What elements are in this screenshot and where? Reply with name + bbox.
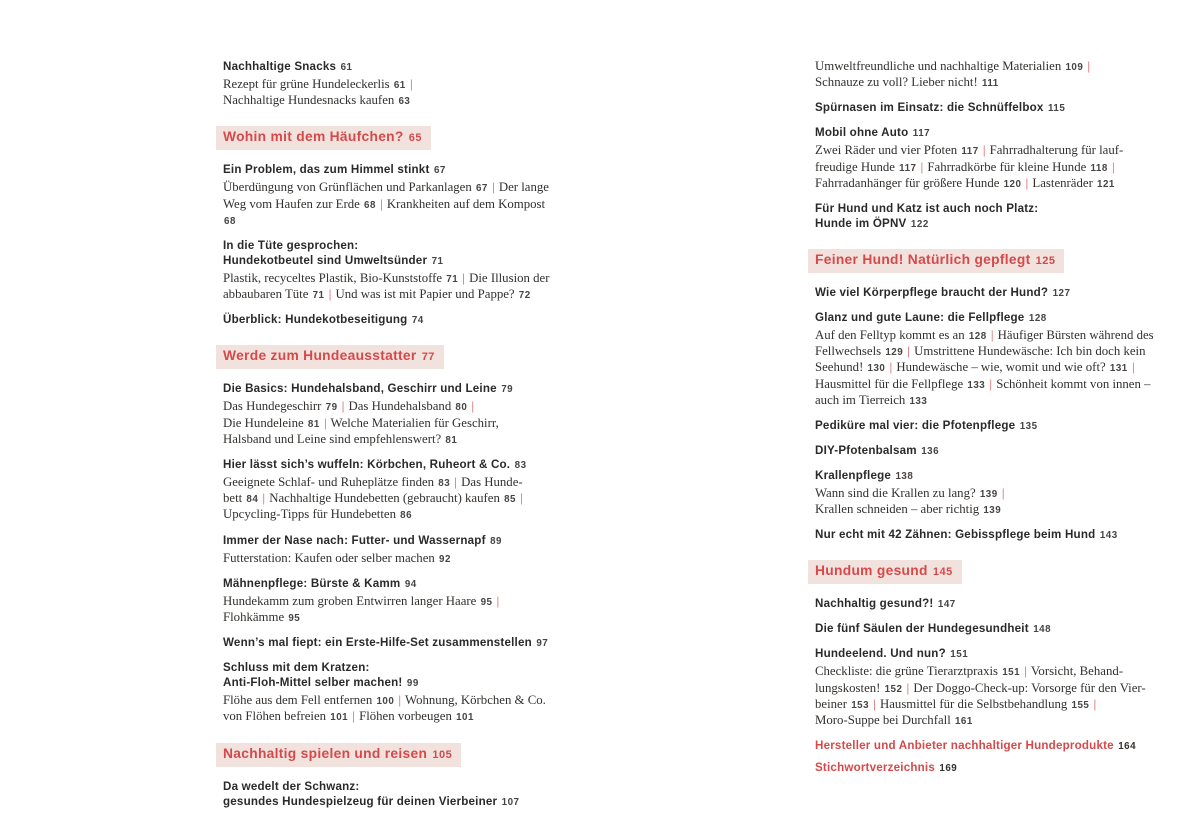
entry-text: Seehund! bbox=[815, 360, 867, 375]
entry-text: Rezept für grüne Hundeleckerlis bbox=[223, 77, 393, 91]
entry-text: Hausmittel für die Selbstbehandlung bbox=[876, 696, 1071, 711]
entry-separator: | bbox=[889, 360, 893, 375]
page-number: 77 bbox=[421, 351, 435, 364]
page-number: 148 bbox=[1033, 624, 1052, 636]
toc-chapter-entry bbox=[223, 312, 559, 328]
toc-chapter-entry bbox=[815, 527, 1159, 543]
toc-section-heading bbox=[815, 249, 1159, 273]
toc-sub-entries bbox=[815, 59, 1159, 91]
entry-text: Nachhaltig spielen und reisen bbox=[223, 745, 432, 761]
entry-text: Hunde im ÖPNV bbox=[815, 217, 910, 231]
page-number: 130 bbox=[867, 363, 886, 375]
entry-text: auch im Tierreich bbox=[815, 392, 909, 407]
toc-chapter-entry bbox=[223, 162, 559, 178]
page-number: 83 bbox=[514, 460, 527, 472]
toc-chapter-entry bbox=[815, 443, 1159, 459]
page-number: 139 bbox=[979, 489, 998, 501]
entry-text: Plastik, recyceltes Plastik, Bio-Kunststoffe bbox=[223, 271, 446, 286]
entry-separator: | bbox=[492, 180, 495, 195]
entry-separator: | bbox=[1024, 664, 1027, 679]
entry-separator: | bbox=[982, 143, 986, 158]
page-number: 164 bbox=[1118, 741, 1137, 753]
toc-sub-entries bbox=[223, 77, 559, 109]
entry-text: Hundum gesund bbox=[815, 563, 932, 579]
entry-text: Mähnenpflege: Bürste & Kamm bbox=[223, 576, 404, 590]
entry-text: Fellwechsels bbox=[815, 344, 885, 359]
entry-text: gesundes Hundespielzeug für deinen Vierbeiner bbox=[223, 794, 501, 808]
entry-text: Weg vom Haufen zur Erde bbox=[223, 196, 364, 211]
page-number: 135 bbox=[1019, 421, 1038, 433]
entry-text: Fahrradhalterung für lauf- bbox=[986, 143, 1124, 158]
toc-left-page bbox=[223, 59, 559, 819]
page-number: 122 bbox=[910, 219, 929, 231]
entry-text: Das Hundegeschirr bbox=[223, 399, 325, 414]
page-number: 115 bbox=[1047, 103, 1066, 115]
page-number: 152 bbox=[884, 683, 903, 695]
entry-text: Moro-Suppe bei Durchfall bbox=[815, 713, 954, 728]
page-number: 81 bbox=[307, 418, 320, 430]
entry-text: Nachhaltig gesund?! bbox=[815, 597, 937, 611]
toc-sub-entries bbox=[223, 399, 559, 448]
entry-text: Nachhaltige Hundebetten (gebraucht) kaufen bbox=[266, 491, 504, 506]
page-number: 138 bbox=[895, 471, 914, 483]
toc-sub-entries bbox=[815, 143, 1159, 192]
page-number: 107 bbox=[501, 796, 520, 808]
entry-text: Umweltfreundliche und nachhaltige Materialien bbox=[815, 59, 1065, 73]
entry-text: Stichwortverzeichnis bbox=[815, 761, 939, 775]
page-number: 155 bbox=[1071, 699, 1090, 711]
entry-separator: | bbox=[1087, 59, 1091, 73]
entry-text: Mobil ohne Auto bbox=[815, 126, 912, 140]
entry-text: Überblick: Hundekotbeseitigung bbox=[223, 313, 411, 327]
page-number: 133 bbox=[967, 379, 986, 391]
toc-sub-entries bbox=[223, 594, 559, 626]
toc-chapter-entry bbox=[815, 621, 1159, 637]
page-number: 79 bbox=[325, 402, 338, 414]
page-number: 129 bbox=[885, 347, 904, 359]
entry-text: beiner bbox=[815, 696, 851, 711]
toc-chapter-entry bbox=[815, 100, 1159, 116]
toc-sub-entries bbox=[815, 328, 1159, 409]
toc-sub-entries bbox=[223, 693, 559, 725]
page-number: 72 bbox=[518, 290, 531, 302]
toc-chapter-entry bbox=[223, 533, 559, 549]
toc-chapter-entry bbox=[815, 125, 1159, 141]
page-number: 101 bbox=[456, 712, 474, 724]
toc-chapter-entry bbox=[223, 457, 559, 473]
page-number: 61 bbox=[340, 62, 353, 73]
entry-separator: | bbox=[907, 344, 910, 359]
entry-text: Die Illusion der bbox=[465, 271, 550, 286]
page-number: 117 bbox=[899, 162, 917, 174]
entry-text: Halsband und Leine sind empfehlenswert? bbox=[223, 431, 445, 446]
entry-text: Fahrradanhänger für größere Hunde bbox=[815, 175, 1003, 190]
page-number: 131 bbox=[1109, 363, 1128, 375]
page-number: 133 bbox=[909, 395, 928, 407]
page-number: 71 bbox=[431, 256, 444, 268]
toc-sub-entries bbox=[223, 475, 559, 524]
toc-index-entry bbox=[815, 760, 1159, 776]
entry-text: Flöhe aus dem Fell entfernen bbox=[223, 693, 376, 708]
entry-text: DIY-Pfotenbalsam bbox=[815, 444, 921, 458]
page-number: 99 bbox=[406, 678, 419, 690]
page-number: 94 bbox=[404, 578, 417, 590]
entry-text: Welche Materialien für Geschirr, bbox=[327, 415, 499, 430]
entry-separator: | bbox=[323, 415, 327, 430]
entry-text: Hundeelend. Und nun? bbox=[815, 647, 950, 661]
entry-separator: | bbox=[471, 399, 475, 414]
entry-text: Lastenräder bbox=[1029, 175, 1097, 190]
entry-text: Hausmittel für die Fellpflege bbox=[815, 376, 967, 391]
toc-chapter-entry bbox=[815, 468, 1159, 484]
entry-separator: | bbox=[989, 376, 993, 391]
toc-index-entry bbox=[815, 738, 1159, 754]
page-number: 95 bbox=[288, 613, 301, 625]
entry-text: Upcycling-Tipps für Hundebetten bbox=[223, 507, 400, 522]
section-heading-highlight bbox=[808, 560, 962, 584]
toc-section-heading bbox=[223, 345, 559, 369]
page-number: 128 bbox=[968, 331, 987, 343]
entry-text: Ein Problem, das zum Himmel stinkt bbox=[223, 163, 433, 177]
entry-text: Krallen schneiden – aber richtig bbox=[815, 502, 983, 517]
entry-separator: | bbox=[920, 159, 924, 174]
entry-separator: | bbox=[1131, 360, 1135, 375]
entry-text: Wohnung, Körbchen & Co. bbox=[402, 693, 546, 708]
page-number: 147 bbox=[937, 599, 956, 611]
entry-text: Zwei Räder und vier Pfoten bbox=[815, 143, 961, 158]
toc-chapter-entry bbox=[815, 310, 1159, 326]
entry-text: Schnauze zu voll? Lieber nicht! bbox=[815, 75, 981, 90]
page-number: 117 bbox=[912, 128, 931, 140]
page-number: 85 bbox=[504, 494, 516, 506]
entry-text: Der Doggo-Check-up: Vorsorge für den Vier- bbox=[910, 680, 1146, 695]
entry-text: Das Hundehalsband bbox=[345, 399, 455, 414]
entry-text: Hundekotbeutel sind Umweltsünder bbox=[223, 254, 431, 268]
toc-chapter-entry bbox=[223, 576, 559, 592]
entry-text: Schluss mit dem Kratzen: bbox=[223, 661, 370, 675]
page-number: 118 bbox=[1090, 162, 1108, 174]
toc-section-heading bbox=[223, 743, 559, 767]
page-number: 83 bbox=[438, 478, 451, 490]
page-number: 68 bbox=[364, 199, 376, 211]
entry-text: Für Hund und Katz ist auch noch Platz: bbox=[815, 202, 1039, 216]
toc-section-heading bbox=[223, 126, 559, 150]
toc-section-heading bbox=[815, 560, 1159, 584]
page-number: 111 bbox=[981, 78, 999, 90]
page-number: 145 bbox=[932, 566, 953, 579]
page-number: 117 bbox=[961, 146, 979, 158]
toc-chapter-entry bbox=[815, 285, 1159, 301]
entry-text: Krallenpflege bbox=[815, 469, 895, 483]
entry-separator: | bbox=[1093, 696, 1097, 711]
page-number: 92 bbox=[439, 553, 451, 565]
entry-text: Wann sind die Krallen zu lang? bbox=[815, 486, 979, 501]
page-number: 80 bbox=[455, 402, 468, 414]
page-number: 153 bbox=[851, 699, 870, 711]
entry-text: Die fünf Säulen der Hundegesundheit bbox=[815, 622, 1033, 636]
entry-text: Flöhen vorbeugen bbox=[355, 709, 456, 724]
page-number: 121 bbox=[1097, 178, 1115, 190]
entry-text: lungskosten! bbox=[815, 680, 884, 695]
toc-sub-entries bbox=[815, 664, 1159, 729]
entry-text: Da wedelt der Schwanz: bbox=[223, 779, 360, 793]
entry-text: Überdüngung von Grünflächen und Parkanlagen bbox=[223, 180, 475, 195]
toc-right-page bbox=[815, 59, 1159, 780]
entry-text: Flohkämme bbox=[223, 610, 288, 625]
entry-text: Werde zum Hundeausstatter bbox=[223, 348, 421, 364]
page-number: 71 bbox=[446, 274, 459, 286]
page-number: 151 bbox=[1002, 667, 1021, 679]
section-heading-highlight bbox=[216, 345, 444, 369]
entry-separator: | bbox=[520, 491, 523, 506]
page-number: 95 bbox=[480, 596, 493, 608]
page-number: 139 bbox=[983, 505, 1002, 517]
entry-separator: | bbox=[906, 680, 910, 695]
entry-text: Feiner Hund! Natürlich gepflegt bbox=[815, 252, 1035, 268]
entry-text: Vorsicht, Behand- bbox=[1027, 664, 1123, 679]
page-number: 128 bbox=[1028, 313, 1047, 325]
entry-separator: | bbox=[352, 709, 355, 724]
page-number: 143 bbox=[1099, 530, 1118, 542]
entry-text: freudige Hunde bbox=[815, 159, 899, 174]
entry-text: Spürnasen im Einsatz: die Schnüffelbox bbox=[815, 101, 1047, 115]
entry-text: Schönheit kommt von innen – bbox=[993, 376, 1151, 391]
entry-text: Checkliste: die grüne Tierarztpraxis bbox=[815, 664, 1002, 679]
entry-separator: | bbox=[990, 328, 994, 343]
page-number: 67 bbox=[433, 165, 446, 177]
entry-text: In die Tüte gesprochen: bbox=[223, 239, 359, 253]
entry-text: Nachhaltige Snacks bbox=[223, 60, 340, 73]
entry-text: Nachhaltige Hundesnacks kaufen bbox=[223, 93, 398, 108]
entry-text: Hersteller und Anbieter nachhaltiger Hundeprodukte bbox=[815, 739, 1118, 753]
toc-chapter-entry bbox=[223, 779, 559, 810]
toc-chapter-entry bbox=[223, 59, 559, 75]
entry-text: Wie viel Körperpflege braucht der Hund? bbox=[815, 286, 1052, 300]
page-number: 86 bbox=[400, 510, 413, 522]
entry-separator: | bbox=[873, 696, 876, 711]
entry-separator: | bbox=[496, 593, 500, 608]
entry-text: Das Hunde- bbox=[457, 475, 523, 490]
section-heading-highlight bbox=[216, 743, 461, 767]
toc-chapter-entry bbox=[815, 201, 1159, 232]
entry-text: Wenn’s mal fiept: ein Erste-Hilfe-Set zusammenstellen bbox=[223, 636, 536, 650]
entry-separator: | bbox=[454, 475, 457, 490]
entry-separator: | bbox=[409, 77, 413, 91]
entry-text: Glanz und gute Laune: die Fellpflege bbox=[815, 311, 1028, 325]
entry-text: Hier lässt sich’s wuffeln: Körbchen, Ruheort & Co. bbox=[223, 458, 514, 472]
page-number: 125 bbox=[1035, 255, 1056, 268]
entry-text: Hundewäsche – wie, womit und wie oft? bbox=[893, 360, 1109, 375]
toc-sub-entries bbox=[223, 180, 559, 229]
entry-text: abbaubaren Tüte bbox=[223, 287, 312, 302]
page-number: 105 bbox=[432, 748, 453, 761]
toc-chapter-entry bbox=[815, 646, 1159, 662]
page-number: 109 bbox=[1065, 62, 1084, 73]
page-number: 101 bbox=[330, 712, 349, 724]
page-number: 74 bbox=[411, 315, 424, 327]
entry-text: Der lange bbox=[495, 180, 549, 195]
toc-chapter-entry bbox=[223, 381, 559, 397]
page-number: 84 bbox=[246, 494, 259, 506]
entry-separator: | bbox=[1001, 486, 1005, 501]
entry-text: Auf den Felltyp kommt es an bbox=[815, 328, 968, 343]
toc-chapter-entry bbox=[223, 635, 559, 651]
toc-chapter-entry bbox=[815, 418, 1159, 434]
toc-chapter-entry bbox=[223, 238, 559, 269]
entry-text: bett bbox=[223, 491, 246, 506]
page-number: 67 bbox=[475, 183, 488, 195]
page-number: 81 bbox=[445, 434, 458, 446]
entry-separator: | bbox=[262, 491, 266, 506]
entry-text: Und was ist mit Papier und Pappe? bbox=[332, 287, 518, 302]
entry-separator: | bbox=[1112, 159, 1115, 174]
entry-text: Wohin mit dem Häufchen? bbox=[223, 129, 408, 145]
entry-text: Krankheiten auf dem Kompost bbox=[383, 196, 546, 211]
entry-text: Fahrradkörbe für kleine Hunde bbox=[924, 159, 1090, 174]
page-number: 63 bbox=[398, 96, 411, 108]
toc-chapter-entry bbox=[815, 596, 1159, 612]
page-number: 65 bbox=[408, 132, 423, 145]
entry-text: Die Hundeleine bbox=[223, 415, 307, 430]
entry-text: Anti-Floh-Mittel selber machen! bbox=[223, 676, 406, 690]
section-heading-highlight bbox=[216, 126, 431, 150]
page-number: 127 bbox=[1052, 288, 1071, 300]
toc-chapter-entry bbox=[223, 660, 559, 691]
entry-separator: | bbox=[341, 399, 345, 414]
page-number: 169 bbox=[939, 763, 958, 775]
toc-sub-entries bbox=[223, 271, 559, 303]
section-heading-highlight bbox=[808, 249, 1064, 273]
entry-text: Nur echt mit 42 Zähnen: Gebisspflege beim Hund bbox=[815, 528, 1099, 542]
entry-separator: | bbox=[1025, 175, 1029, 190]
page-number: 120 bbox=[1003, 178, 1022, 190]
toc-sub-entries bbox=[223, 551, 559, 567]
entry-text: von Flöhen befreien bbox=[223, 709, 330, 724]
entry-separator: | bbox=[328, 287, 332, 302]
entry-separator: | bbox=[380, 196, 383, 211]
entry-text: Häufiger Bürsten während des bbox=[994, 328, 1154, 343]
page-number: 89 bbox=[490, 535, 502, 547]
page-number: 97 bbox=[536, 638, 549, 650]
entry-text: Die Basics: Hundehalsband, Geschirr und Leine bbox=[223, 382, 501, 396]
page-number: 68 bbox=[224, 215, 236, 227]
page-number: 151 bbox=[950, 649, 969, 661]
entry-text: Immer der Nase nach: Futter- und Wassernapf bbox=[223, 533, 490, 547]
entry-text: Futterstation: Kaufen oder selber machen bbox=[223, 550, 438, 565]
toc-sub-entries bbox=[815, 486, 1159, 518]
entry-separator: | bbox=[398, 693, 402, 708]
page-number: 100 bbox=[376, 696, 395, 708]
page-number: 71 bbox=[312, 290, 325, 302]
page-number: 61 bbox=[393, 80, 406, 91]
page-number: 161 bbox=[954, 716, 973, 728]
entry-text: Umstrittene Hundewäsche: Ich bin doch kein bbox=[910, 344, 1146, 359]
page-number: 136 bbox=[921, 446, 940, 458]
entry-text: Pediküre mal vier: die Pfotenpflege bbox=[815, 419, 1019, 433]
entry-text: Hundekamm zum groben Entwirren langer Haare bbox=[223, 593, 480, 608]
page-number: 79 bbox=[501, 384, 514, 396]
entry-separator: | bbox=[462, 271, 465, 286]
entry-text: Geeignete Schlaf- und Ruheplätze finden bbox=[223, 475, 438, 490]
